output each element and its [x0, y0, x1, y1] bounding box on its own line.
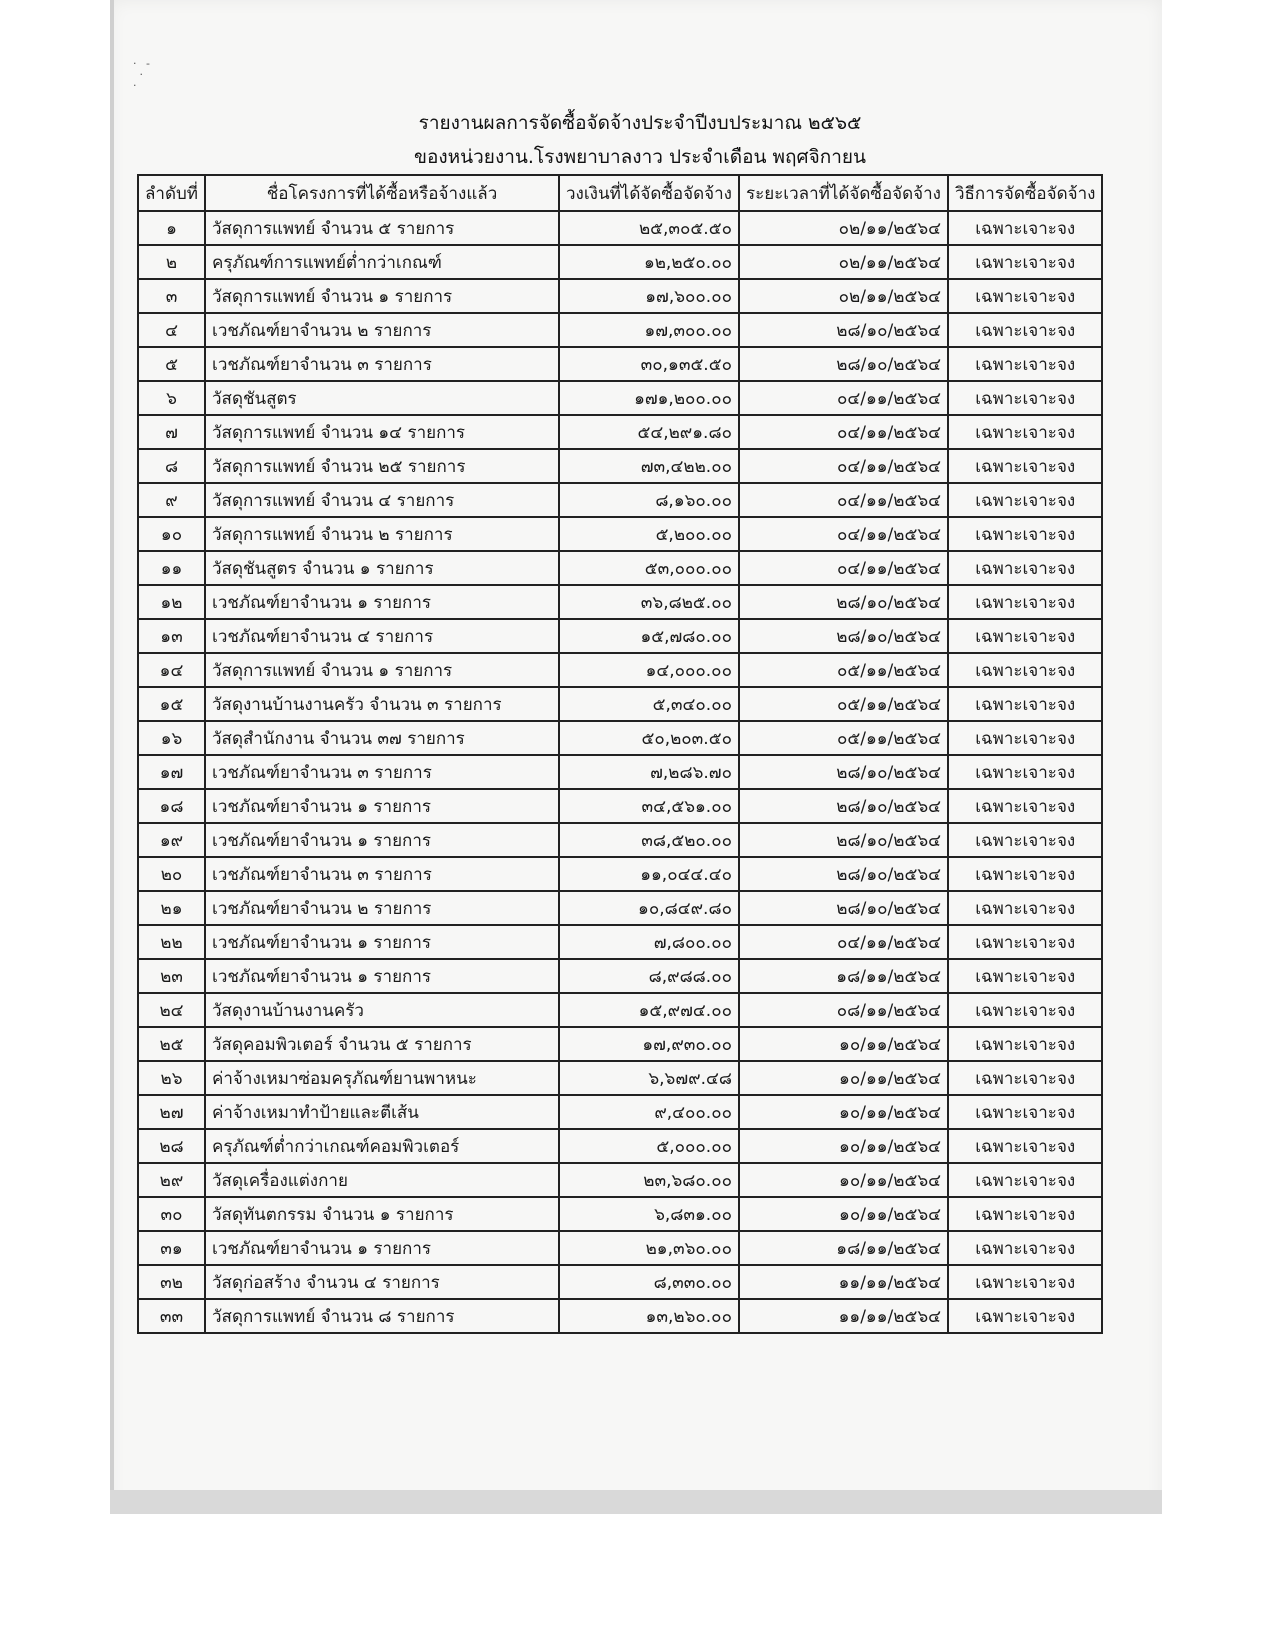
table-row: [138, 1231, 1102, 1265]
row-method: เฉพาะเจาะจง: [948, 483, 1102, 517]
row-amount: ๑๗,๓๐๐.๐๐: [559, 313, 739, 347]
row-project-name: เวชภัณฑ์ยาจำนวน ๑ รายการ: [205, 959, 559, 993]
row-date: ๑๑/๑๑/๒๕๖๔: [739, 1299, 948, 1333]
row-date: ๒๘/๑๐/๒๕๖๔: [739, 789, 948, 823]
row-number: ๑๒: [138, 585, 205, 619]
row-method: เฉพาะเจาะจง: [948, 415, 1102, 449]
row-date: ๒๘/๑๐/๒๕๖๔: [739, 755, 948, 789]
row-amount: ๕๔,๒๙๑.๘๐: [559, 415, 739, 449]
row-amount: ๓๖,๘๒๕.๐๐: [559, 585, 739, 619]
scan-smudge: · - · ·: [133, 57, 153, 92]
table-row: [138, 789, 1102, 823]
row-project-name: วัสดุการแพทย์ จำนวน ๑๔ รายการ: [205, 415, 559, 449]
row-number: ๒๖: [138, 1061, 205, 1095]
table-row: [138, 1027, 1102, 1061]
row-method: เฉพาะเจาะจง: [948, 517, 1102, 551]
header-number: ลำดับที่: [138, 175, 205, 211]
row-project-name: วัสดุการแพทย์ จำนวน ๒ รายการ: [205, 517, 559, 551]
table-row: [138, 755, 1102, 789]
row-amount: ๖,๘๓๑.๐๐: [559, 1197, 739, 1231]
row-amount: ๘,๓๓๐.๐๐: [559, 1265, 739, 1299]
row-date: ๒๘/๑๐/๒๕๖๔: [739, 347, 948, 381]
row-number: ๑๖: [138, 721, 205, 755]
row-project-name: วัสดุงานบ้านงานครัว: [205, 993, 559, 1027]
row-number: ๒๔: [138, 993, 205, 1027]
row-amount: ๒๑,๓๖๐.๐๐: [559, 1231, 739, 1265]
table-row: [138, 1265, 1102, 1299]
row-amount: ๗,๘๐๐.๐๐: [559, 925, 739, 959]
row-method: เฉพาะเจาะจง: [948, 1265, 1102, 1299]
row-project-name: วัสดุการแพทย์ จำนวน ๔ รายการ: [205, 483, 559, 517]
row-project-name: เวชภัณฑ์ยาจำนวน ๔ รายการ: [205, 619, 559, 653]
row-method: เฉพาะเจาะจง: [948, 1299, 1102, 1333]
row-amount: ๕,๒๐๐.๐๐: [559, 517, 739, 551]
row-date: ๑๐/๑๑/๒๕๖๔: [739, 1163, 948, 1197]
row-method: เฉพาะเจาะจง: [948, 755, 1102, 789]
row-project-name: ครุภัณฑ์การแพทย์ต่ำกว่าเกณฑ์: [205, 245, 559, 279]
row-number: ๓๓: [138, 1299, 205, 1333]
table-row: [138, 347, 1102, 381]
row-amount: ๕๐,๒๐๓.๕๐: [559, 721, 739, 755]
row-method: เฉพาะเจาะจง: [948, 721, 1102, 755]
table-row: [138, 925, 1102, 959]
row-number: ๒๙: [138, 1163, 205, 1197]
row-date: ๒๘/๑๐/๒๕๖๔: [739, 619, 948, 653]
table-row: [138, 1163, 1102, 1197]
row-method: เฉพาะเจาะจง: [948, 245, 1102, 279]
row-number: ๓๐: [138, 1197, 205, 1231]
row-number: ๓๑: [138, 1231, 205, 1265]
table-row: [138, 687, 1102, 721]
row-amount: ๑๒,๒๕๐.๐๐: [559, 245, 739, 279]
table-row: [138, 721, 1102, 755]
scan-edge: [110, 0, 114, 1512]
row-method: เฉพาะเจาะจง: [948, 279, 1102, 313]
row-project-name: เวชภัณฑ์ยาจำนวน ๑ รายการ: [205, 585, 559, 619]
row-method: เฉพาะเจาะจง: [948, 653, 1102, 687]
header-date: ระยะเวลาที่ได้จัดซื้อจัดจ้าง: [739, 175, 948, 211]
row-date: ๑๐/๑๑/๒๕๖๔: [739, 1129, 948, 1163]
row-amount: ๓๐,๑๓๕.๕๐: [559, 347, 739, 381]
row-number: ๑๐: [138, 517, 205, 551]
row-project-name: วัสดุการแพทย์ จำนวน ๘ รายการ: [205, 1299, 559, 1333]
row-date: ๐๔/๑๑/๒๕๖๔: [739, 517, 948, 551]
row-amount: ๑๕,๗๘๐.๐๐: [559, 619, 739, 653]
row-date: ๒๘/๑๐/๒๕๖๔: [739, 891, 948, 925]
row-project-name: เวชภัณฑ์ยาจำนวน ๑ รายการ: [205, 823, 559, 857]
row-amount: ๗๓,๔๒๒.๐๐: [559, 449, 739, 483]
table-row: [138, 415, 1102, 449]
row-number: ๑: [138, 211, 205, 245]
row-number: ๕: [138, 347, 205, 381]
table-body: [138, 211, 1102, 1333]
table-row: [138, 1129, 1102, 1163]
row-method: เฉพาะเจาะจง: [948, 313, 1102, 347]
row-method: เฉพาะเจาะจง: [948, 1027, 1102, 1061]
row-project-name: วัสดุการแพทย์ จำนวน ๑ รายการ: [205, 279, 559, 313]
row-project-name: เวชภัณฑ์ยาจำนวน ๑ รายการ: [205, 925, 559, 959]
table-row: [138, 1299, 1102, 1333]
row-project-name: วัสดุการแพทย์ จำนวน ๑ รายการ: [205, 653, 559, 687]
row-amount: ๑๑,๐๔๔.๔๐: [559, 857, 739, 891]
row-amount: ๑๓,๒๖๐.๐๐: [559, 1299, 739, 1333]
row-method: เฉพาะเจาะจง: [948, 789, 1102, 823]
row-project-name: ค่าจ้างเหมาซ่อมครุภัณฑ์ยานพาหนะ: [205, 1061, 559, 1095]
row-project-name: วัสดุคอมพิวเตอร์ จำนวน ๕ รายการ: [205, 1027, 559, 1061]
row-amount: ๑๐,๘๔๙.๘๐: [559, 891, 739, 925]
row-number: ๑๔: [138, 653, 205, 687]
row-date: ๐๕/๑๑/๒๕๖๔: [739, 721, 948, 755]
row-number: ๒๘: [138, 1129, 205, 1163]
header-amount: วงเงินที่ได้จัดซื้อจัดจ้าง: [559, 175, 739, 211]
row-amount: ๑๗๑,๒๐๐.๐๐: [559, 381, 739, 415]
row-amount: ๕,๓๔๐.๐๐: [559, 687, 739, 721]
row-date: ๐๔/๑๑/๒๕๖๔: [739, 551, 948, 585]
row-project-name: เวชภัณฑ์ยาจำนวน ๓ รายการ: [205, 857, 559, 891]
row-number: ๒: [138, 245, 205, 279]
row-project-name: เวชภัณฑ์ยาจำนวน ๓ รายการ: [205, 755, 559, 789]
row-method: เฉพาะเจาะจง: [948, 1061, 1102, 1095]
row-method: เฉพาะเจาะจง: [948, 687, 1102, 721]
row-method: เฉพาะเจาะจง: [948, 959, 1102, 993]
table-header-row: [138, 175, 1102, 211]
row-method: เฉพาะเจาะจง: [948, 449, 1102, 483]
procurement-table: [137, 174, 1103, 1334]
row-date: ๑๐/๑๑/๒๕๖๔: [739, 1197, 948, 1231]
row-number: ๑๑: [138, 551, 205, 585]
row-date: ๒๘/๑๐/๒๕๖๔: [739, 313, 948, 347]
row-project-name: ค่าจ้างเหมาทำป้ายและตีเส้น: [205, 1095, 559, 1129]
row-amount: ๖,๖๗๙.๔๘: [559, 1061, 739, 1095]
row-amount: ๕๓,๐๐๐.๐๐: [559, 551, 739, 585]
row-date: ๐๒/๑๑/๒๕๖๔: [739, 245, 948, 279]
row-amount: ๑๕,๙๗๔.๐๐: [559, 993, 739, 1027]
row-method: เฉพาะเจาะจง: [948, 585, 1102, 619]
row-method: เฉพาะเจาะจง: [948, 1129, 1102, 1163]
row-number: ๒๓: [138, 959, 205, 993]
row-amount: ๑๔,๐๐๐.๐๐: [559, 653, 739, 687]
row-method: เฉพาะเจาะจง: [948, 1231, 1102, 1265]
row-project-name: วัสดุทันตกรรม จำนวน ๑ รายการ: [205, 1197, 559, 1231]
row-number: ๖: [138, 381, 205, 415]
row-project-name: เวชภัณฑ์ยาจำนวน ๒ รายการ: [205, 891, 559, 925]
table-row: [138, 823, 1102, 857]
row-number: ๑๓: [138, 619, 205, 653]
row-number: ๔: [138, 313, 205, 347]
row-number: ๑๘: [138, 789, 205, 823]
row-date: ๒๘/๑๐/๒๕๖๔: [739, 585, 948, 619]
row-date: ๐๔/๑๑/๒๕๖๔: [739, 415, 948, 449]
row-project-name: วัสดุชันสูตร: [205, 381, 559, 415]
row-method: เฉพาะเจาะจง: [948, 551, 1102, 585]
table-row: [138, 313, 1102, 347]
row-amount: ๕,๐๐๐.๐๐: [559, 1129, 739, 1163]
row-amount: ๗,๒๘๖.๗๐: [559, 755, 739, 789]
table-row: [138, 483, 1102, 517]
row-method: เฉพาะเจาะจง: [948, 993, 1102, 1027]
row-number: ๒๒: [138, 925, 205, 959]
row-number: ๗: [138, 415, 205, 449]
table-row: [138, 993, 1102, 1027]
row-method: เฉพาะเจาะจง: [948, 823, 1102, 857]
row-date: ๑๐/๑๑/๒๕๖๔: [739, 1027, 948, 1061]
row-project-name: วัสดุก่อสร้าง จำนวน ๔ รายการ: [205, 1265, 559, 1299]
table-row: [138, 279, 1102, 313]
row-number: ๑๗: [138, 755, 205, 789]
row-number: ๘: [138, 449, 205, 483]
row-date: ๐๔/๑๑/๒๕๖๔: [739, 381, 948, 415]
row-number: ๒๐: [138, 857, 205, 891]
row-amount: ๒๕,๓๐๕.๕๐: [559, 211, 739, 245]
row-method: เฉพาะเจาะจง: [948, 619, 1102, 653]
row-method: เฉพาะเจาะจง: [948, 1095, 1102, 1129]
row-amount: ๒๓,๖๘๐.๐๐: [559, 1163, 739, 1197]
row-amount: ๙,๔๐๐.๐๐: [559, 1095, 739, 1129]
row-amount: ๑๗,๙๓๐.๐๐: [559, 1027, 739, 1061]
row-date: ๐๔/๑๑/๒๕๖๔: [739, 925, 948, 959]
row-date: ๐๕/๑๑/๒๕๖๔: [739, 687, 948, 721]
row-method: เฉพาะเจาะจง: [948, 891, 1102, 925]
table-row: [138, 619, 1102, 653]
row-project-name: วัสดุงานบ้านงานครัว จำนวน ๓ รายการ: [205, 687, 559, 721]
row-number: ๓: [138, 279, 205, 313]
row-number: ๑๙: [138, 823, 205, 857]
row-number: ๒๕: [138, 1027, 205, 1061]
row-amount: ๘,๙๘๘.๐๐: [559, 959, 739, 993]
row-project-name: วัสดุสำนักงาน จำนวน ๓๗ รายการ: [205, 721, 559, 755]
row-project-name: เวชภัณฑ์ยาจำนวน ๑ รายการ: [205, 1231, 559, 1265]
table-row: [138, 653, 1102, 687]
row-amount: ๓๘,๕๒๐.๐๐: [559, 823, 739, 857]
table-row: [138, 857, 1102, 891]
row-date: ๑๘/๑๑/๒๕๖๔: [739, 959, 948, 993]
row-number: ๓๒: [138, 1265, 205, 1299]
table-row: [138, 381, 1102, 415]
row-number: ๒๗: [138, 1095, 205, 1129]
row-method: เฉพาะเจาะจง: [948, 857, 1102, 891]
row-method: เฉพาะเจาะจง: [948, 347, 1102, 381]
row-project-name: เวชภัณฑ์ยาจำนวน ๒ รายการ: [205, 313, 559, 347]
table-row: [138, 1095, 1102, 1129]
table-row: [138, 211, 1102, 245]
row-amount: ๓๔,๕๖๑.๐๐: [559, 789, 739, 823]
row-method: เฉพาะเจาะจง: [948, 381, 1102, 415]
row-number: ๒๑: [138, 891, 205, 925]
row-date: ๑๐/๑๑/๒๕๖๔: [739, 1061, 948, 1095]
row-date: ๑๑/๑๑/๒๕๖๔: [739, 1265, 948, 1299]
table-row: [138, 1061, 1102, 1095]
row-project-name: วัสดุการแพทย์ จำนวน ๕ รายการ: [205, 211, 559, 245]
table-row: [138, 891, 1102, 925]
row-date: ๐๒/๑๑/๒๕๖๔: [739, 211, 948, 245]
row-date: ๑๐/๑๑/๒๕๖๔: [739, 1095, 948, 1129]
row-method: เฉพาะเจาะจง: [948, 1163, 1102, 1197]
row-date: ๒๘/๑๐/๒๕๖๔: [739, 823, 948, 857]
row-project-name: เวชภัณฑ์ยาจำนวน ๑ รายการ: [205, 789, 559, 823]
document-title: รายงานผลการจัดซื้อจัดจ้างประจำปีงบประมาณ ๒๕๖๕: [418, 112, 862, 134]
row-project-name: ครุภัณฑ์ต่ำกว่าเกณฑ์คอมพิวเตอร์: [205, 1129, 559, 1163]
row-date: ๐๕/๑๑/๒๕๖๔: [739, 653, 948, 687]
row-project-name: วัสดุการแพทย์ จำนวน ๒๕ รายการ: [205, 449, 559, 483]
row-method: เฉพาะเจาะจง: [948, 211, 1102, 245]
row-date: ๒๘/๑๐/๒๕๖๔: [739, 857, 948, 891]
table-row: [138, 517, 1102, 551]
table-row: [138, 551, 1102, 585]
row-number: ๙: [138, 483, 205, 517]
row-project-name: วัสดุเครื่องแต่งกาย: [205, 1163, 559, 1197]
row-date: ๐๒/๑๑/๒๕๖๔: [739, 279, 948, 313]
row-method: เฉพาะเจาะจง: [948, 925, 1102, 959]
header-project-name: ชื่อโครงการที่ได้ซื้อหรือจ้างแล้ว: [205, 175, 559, 211]
table-row: [138, 959, 1102, 993]
row-date: ๐๔/๑๑/๒๕๖๔: [739, 483, 948, 517]
row-project-name: วัสดุชันสูตร จำนวน ๑ รายการ: [205, 551, 559, 585]
row-date: ๐๘/๑๑/๒๕๖๔: [739, 993, 948, 1027]
scan-bottom-edge: [110, 1490, 1162, 1514]
row-date: ๐๔/๑๑/๒๕๖๔: [739, 449, 948, 483]
row-amount: ๑๗,๖๐๐.๐๐: [559, 279, 739, 313]
table-row: [138, 449, 1102, 483]
document-subtitle: ของหน่วยงาน.โรงพยาบาลงาว ประจำเดือน พฤศจิกายน: [413, 146, 867, 168]
table-row: [138, 245, 1102, 279]
table-row: [138, 585, 1102, 619]
row-amount: ๘,๑๖๐.๐๐: [559, 483, 739, 517]
row-project-name: เวชภัณฑ์ยาจำนวน ๓ รายการ: [205, 347, 559, 381]
table-row: [138, 1197, 1102, 1231]
header-method: วิธีการจัดซื้อจัดจ้าง: [948, 175, 1102, 211]
row-method: เฉพาะเจาะจง: [948, 1197, 1102, 1231]
row-date: ๑๘/๑๑/๒๕๖๔: [739, 1231, 948, 1265]
row-number: ๑๕: [138, 687, 205, 721]
